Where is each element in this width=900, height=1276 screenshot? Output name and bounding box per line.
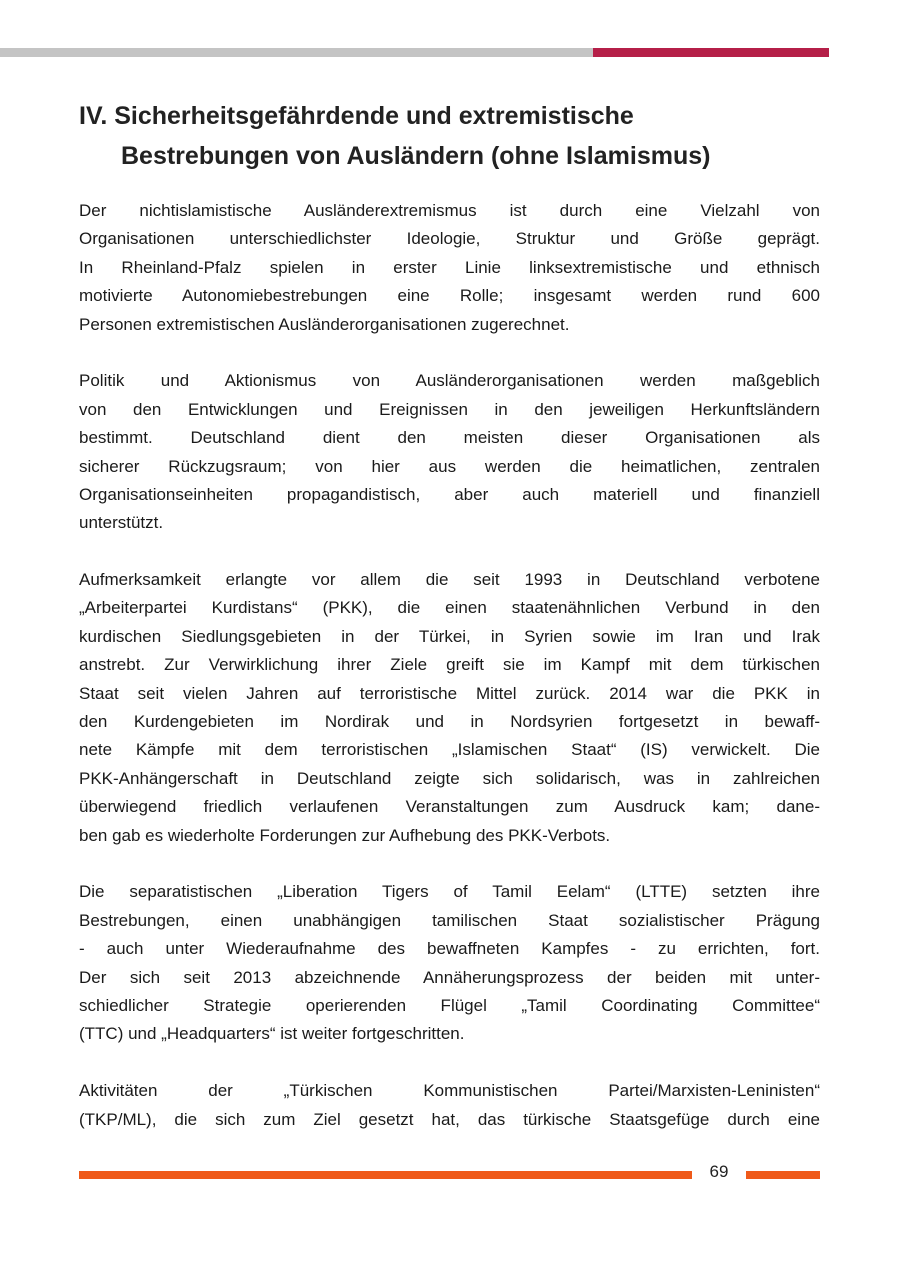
section-heading bbox=[79, 96, 710, 176]
text-line: motivierte Autonomiebestrebungen eine Rolle; insgesamt werden rund 600 bbox=[79, 286, 820, 306]
text-line: anstrebt. Zur Verwirklichung ihrer Ziele greift sie im Kampf mit dem türkischen bbox=[79, 655, 820, 675]
text-line: kurdischen Siedlungsgebieten in der Türkei, in Syrien sowie im Iran und Irak bbox=[79, 626, 820, 646]
text-line: bestimmt. Deutschland dient den meisten dieser Organisationen als bbox=[79, 428, 820, 448]
text-line: (TKP/ML), die sich zum Ziel gesetzt hat, das türkische Staatsgefüge durch eine bbox=[79, 1109, 820, 1129]
text-line: „Arbeiterpartei Kurdistans“ (PKK), die einen staatenähnlichen Verbund in den bbox=[79, 598, 820, 618]
paragraph bbox=[79, 566, 820, 850]
text-line: Organisationseinheiten propagandistisch, aber auch materiell und finanziell bbox=[79, 484, 820, 504]
header-bar-gray bbox=[0, 48, 593, 57]
text-line: Aufmerksamkeit erlangte vor allem die seit 1993 in Deutschland verbotene bbox=[79, 570, 820, 590]
body-text bbox=[79, 197, 820, 1162]
text-line: In Rheinland-Pfalz spielen in erster Linie linksextremistische und ethnisch bbox=[79, 257, 820, 277]
text-line: unterstützt. bbox=[79, 513, 164, 533]
heading-line-2: Bestrebungen von Ausländern (ohne Islamismus) bbox=[121, 142, 711, 170]
text-line: (TTC) und „Headquarters“ ist weiter fortgeschritten. bbox=[79, 1024, 465, 1044]
text-line: Der sich seit 2013 abzeichnende Annäherungsprozess der beiden mit unter- bbox=[79, 967, 820, 987]
text-line: nete Kämpfe mit dem terroristischen „Islamischen Staat“ (IS) verwickelt. Die bbox=[79, 740, 820, 760]
footer-bar-left bbox=[79, 1171, 692, 1179]
paragraph bbox=[79, 197, 820, 339]
text-line: Die separatistischen „Liberation Tigers of Tamil Eelam“ (LTTE) setzten ihre bbox=[79, 882, 820, 902]
text-line: überwiegend friedlich verlaufenen Veranstaltungen zum Ausdruck kam; dane- bbox=[79, 797, 820, 817]
text-line: Politik und Aktionismus von Ausländerorganisationen werden maßgeblich bbox=[79, 371, 820, 391]
page-number: 69 bbox=[709, 1162, 729, 1181]
paragraph bbox=[79, 367, 820, 537]
footer-bar-right bbox=[746, 1171, 820, 1179]
text-line: Staat seit vielen Jahren auf terroristische Mittel zurück. 2014 war die PKK in bbox=[79, 683, 820, 703]
text-line: - auch unter Wiederaufnahme des bewaffneten Kampfes - zu errichten, fort. bbox=[79, 939, 820, 959]
heading-line-1: IV. Sicherheitsgefährdende und extremistische bbox=[79, 102, 634, 130]
paragraph bbox=[79, 878, 820, 1048]
text-line: schiedlicher Strategie operierenden Flügel „Tamil Coordinating Committee“ bbox=[79, 995, 820, 1015]
text-line: Personen extremistischen Ausländerorganisationen zugerechnet. bbox=[79, 314, 570, 334]
text-line: sicherer Rückzugsraum; von hier aus werden die heimatlichen, zentralen bbox=[79, 456, 820, 476]
text-line: den Kurdengebieten im Nordirak und in Nordsyrien fortgesetzt in bewaff- bbox=[79, 712, 820, 732]
text-line: Der nichtislamistische Ausländerextremismus ist durch eine Vielzahl von bbox=[79, 201, 820, 220]
text-line: Aktivitäten der „Türkischen Kommunistischen Partei/Marxisten-Leninisten“ bbox=[79, 1081, 820, 1101]
paragraph bbox=[79, 1077, 820, 1134]
header-bar-red bbox=[593, 48, 829, 57]
text-line: von den Entwicklungen und Ereignissen in den jeweiligen Herkunftsländern bbox=[79, 399, 820, 419]
text-line: Organisationen unterschiedlichster Ideologie, Struktur und Größe geprägt. bbox=[79, 229, 820, 249]
text-line: Bestrebungen, einen unabhängigen tamilischen Staat sozialistischer Prägung bbox=[79, 910, 820, 930]
text-line: PKK-Anhängerschaft in Deutschland zeigte sich solidarisch, was in zahlreichen bbox=[79, 768, 820, 788]
text-line: ben gab es wiederholte Forderungen zur Aufhebung des PKK-Verbots. bbox=[79, 825, 611, 845]
